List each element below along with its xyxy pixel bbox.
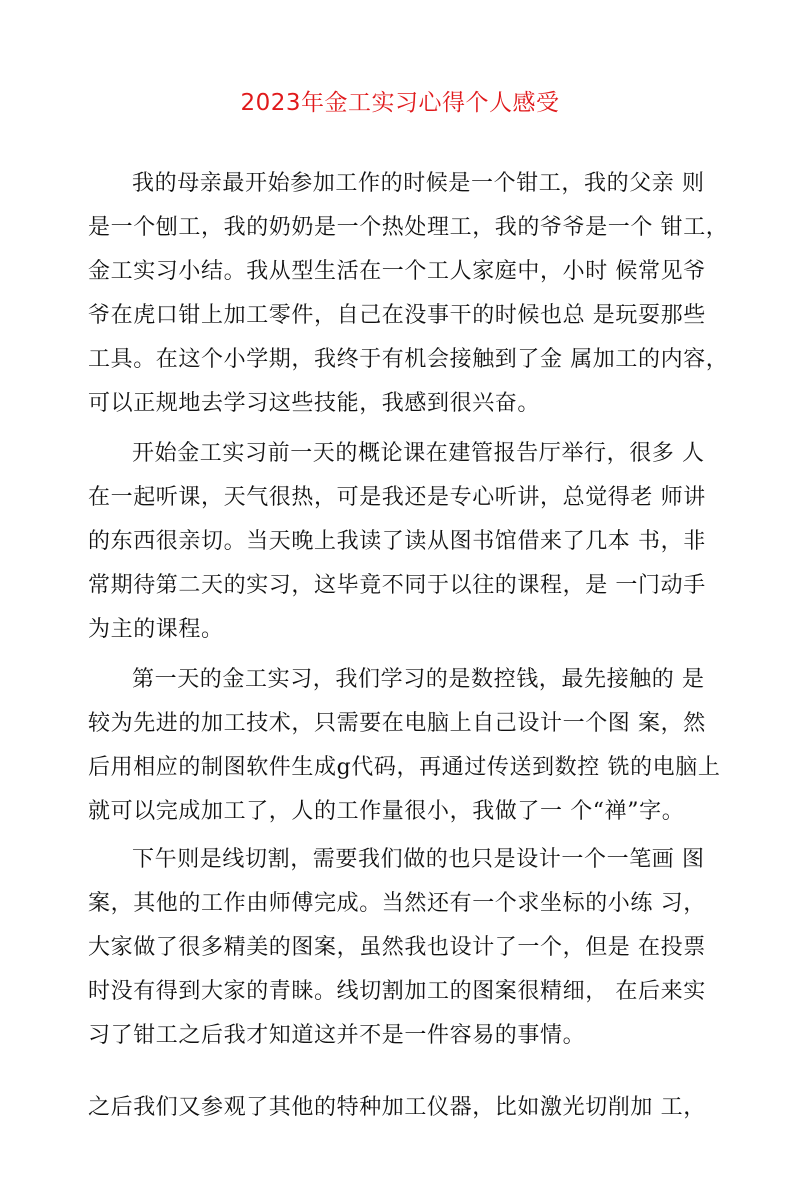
text-line: 下午则是线切割，需要我们做的也只是设计一个一笔画 图	[132, 847, 705, 872]
text-line: 爷在虎口钳上加工零件，自己在没事干的时候也总 是玩耍那些	[88, 303, 706, 328]
paragraph-3	[88, 658, 728, 834]
paragraph-1	[88, 162, 728, 426]
text-line: 是一个刨工，我的奶奶是一个热处理工，我的爷爷是一个 钳工，	[88, 215, 728, 240]
text-line: 我的母亲最开始参加工作的时候是一个钳工，我的父亲 则	[132, 171, 705, 196]
document-title: 2023年金工实习心得个人感受	[240, 90, 560, 116]
text-line: 可以正规地去学习这些技能，我感到很兴奋。	[88, 391, 541, 416]
text-line: 大家做了很多精美的图案，虽然我也设计了一个，但是 在投票	[88, 935, 706, 960]
text-line: 之后我们又参观了其他的特种加工仪器，比如激光切削加 工，	[88, 1095, 706, 1120]
text-line: 在一起听课，天气很热，可是我还是专心听讲，总觉得老 师讲	[88, 485, 706, 510]
text-line: 后用相应的制图软件生成g代码，再通过传送到数控 铣的电脑上	[88, 755, 721, 780]
paragraph-2	[88, 432, 728, 652]
text-line: 开始金工实习前一天的概论课在建管报告厅举行，很多 人	[132, 441, 705, 466]
text-line: 就可以完成加工了，人的工作量很小，我做了一 个“禅”字。	[88, 799, 685, 824]
text-line: 案，其他的工作由师傅完成。当然还有一个求坐标的小练 习，	[88, 891, 706, 916]
text-line: 的东西很亲切。当天晚上我读了读从图书馆借来了几本 书，非	[88, 529, 706, 554]
text-line: 金工实习小结。我从型生活在一个工人家庭中，小时 候常见爷	[88, 259, 706, 284]
paragraph-4	[88, 838, 728, 1058]
text-line: 为主的课程。	[88, 617, 224, 642]
paragraph-5	[88, 1086, 728, 1130]
text-line: 习了钳工之后我才知道这并不是一件容易的事情。	[88, 1023, 586, 1048]
text-line: 时没有得到大家的青睐。线切割加工的图案很精细， 在后来实	[88, 979, 706, 1004]
text-line: 工具。在这个小学期，我终于有机会接触到了金 属加工的内容，	[88, 347, 728, 372]
text-line: 第一天的金工实习，我们学习的是数控钱，最先接触的 是	[132, 667, 705, 692]
text-line: 较为先进的加工技术，只需要在电脑上自己设计一个图 案，然	[88, 711, 706, 736]
text-line: 常期待第二天的实习，这毕竟不同于以往的课程，是 一门动手	[88, 573, 706, 598]
